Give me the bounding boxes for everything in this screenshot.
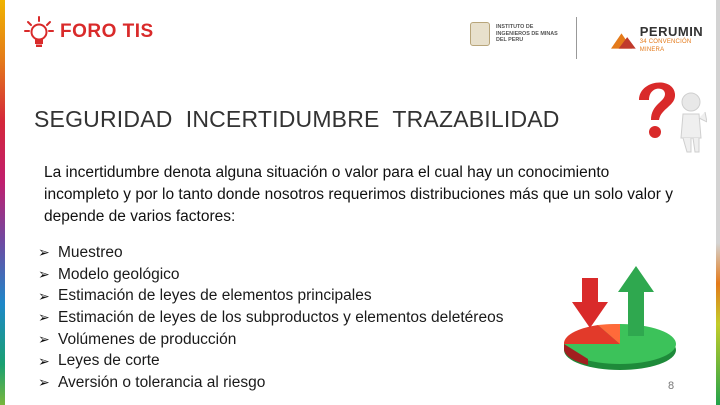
pie-chart-arrows-illustration [558,262,682,376]
foro-tis-text: FORO TIS [60,21,154,42]
slide-paragraph: La incertidumbre denota alguna situación o valor para el cual hay un conocimiento incompleto y por lo tanto donde nosotros requerimos distribuciones más que un solo valor y depende de varios factores: [44,164,673,225]
question-mark-figure [631,72,707,154]
bullet-text: Leyes de corte [58,352,160,370]
bullet-text: Estimación de leyes de elementos principales [58,287,372,305]
mountain-icon [611,31,636,49]
bullet-item [38,329,503,351]
foro-tis-logo [24,16,154,48]
seal-icon [470,22,490,46]
bullet-arrow-icon: ➢ [38,287,50,304]
perumin-title: PERUMIN [639,24,704,39]
bullet-arrow-icon: ➢ [38,331,50,348]
perumin-subtitle: 34 CONVENCIÓN MINERA [639,39,692,53]
header-bar [14,12,714,52]
bullet-item [38,285,503,307]
bullet-arrow-icon: ➢ [38,266,50,283]
left-color-stripe [0,0,5,405]
bullet-item [38,242,503,264]
bullet-text: Volúmenes de producción [58,330,237,348]
bullet-arrow-icon: ➢ [38,244,50,261]
bullet-arrow-icon: ➢ [38,352,50,369]
right-color-stripe [716,0,720,405]
bullet-item [38,307,503,329]
perumin-logo [611,25,714,54]
bullet-text: Estimación de leyes de los subproductos y elementos deletéreos [58,308,504,326]
iip-logo-text: INSTITUTO DE INGENIEROS DE MINAS DEL PERU [496,24,558,44]
page-number: 8 [668,380,675,392]
bullet-arrow-icon: ➢ [38,309,50,326]
bullet-text: Muestreo [58,243,123,261]
header-divider [576,17,577,59]
bullet-item [38,350,503,372]
bullet-arrow-icon: ➢ [38,374,50,391]
bullet-item [38,264,503,286]
bullet-text: Aversión o tolerancia al riesgo [58,373,266,391]
bullet-text: Modelo geológico [58,265,180,283]
slide-title: SEGURIDAD INCERTIDUMBRE TRAZABILIDAD [34,106,560,132]
iip-logo [470,22,558,46]
bullet-item [38,372,503,394]
lightbulb-icon [24,16,54,48]
bullet-list [38,242,503,394]
